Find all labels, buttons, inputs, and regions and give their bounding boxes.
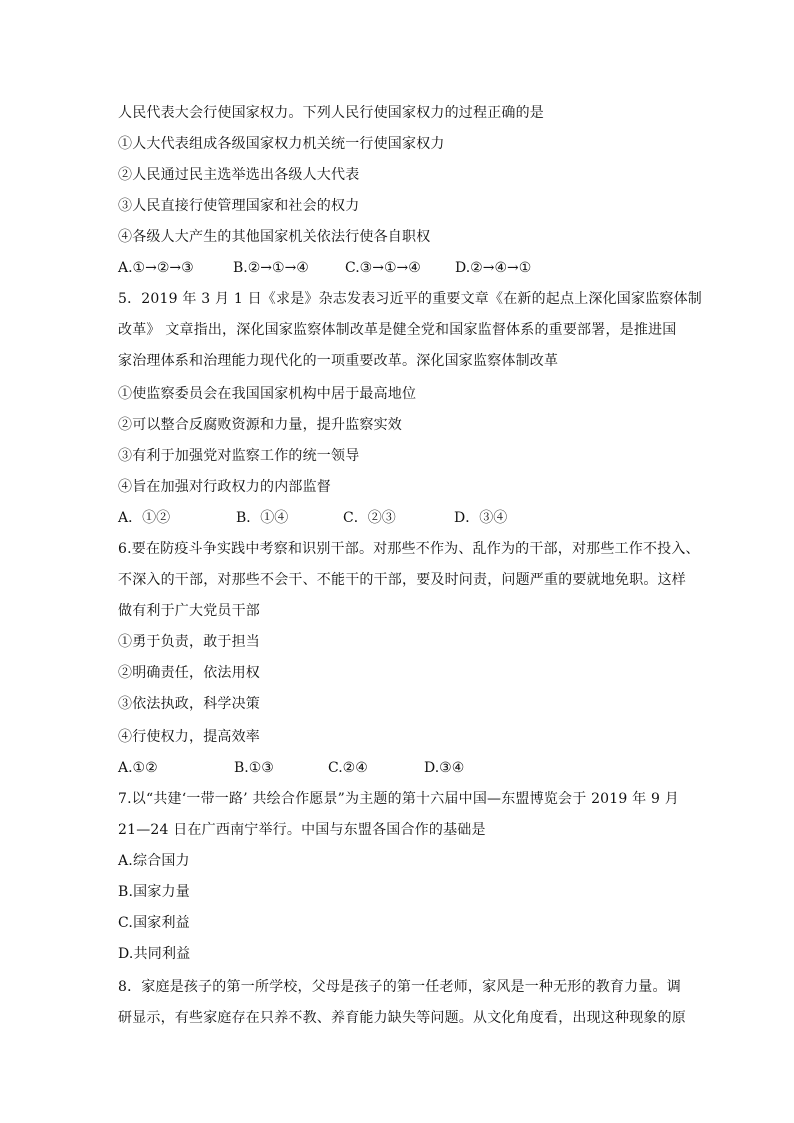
q4-stem: 人民代表大会行使国家权力。下列人民行使国家权力的过程正确的是 [118,105,544,121]
q6-item-4: ④行使权力，提高效率 [118,729,260,745]
q6-option-c: C.②④ [328,760,368,776]
q5-item-3: ③有利于加强党对监察工作的统一领导 [118,448,360,464]
q6-stem-line-2: 不深入的干部，对那些不会干、不能干的干部，要及时问责，问题严重的要就地免职。这样 [118,572,686,588]
q6-stem-line-1: 6.要在防疫斗争实践中考察和识别干部。对那些不作为、乱作为的干部，对那些工作不投入、 [118,541,700,557]
q7-option-a: A.综合国力 [118,853,190,869]
q4-item-2: ②人民通过民主选举选出各级人大代表 [118,167,360,183]
q6-stem-line-3: 做有利于广大党员干部 [118,603,260,619]
q7-option-c: C.国家利益 [118,915,190,931]
q7-stem-line-2: 21—24 日在广西南宁举行。中国与东盟各国合作的基础是 [118,822,486,838]
q5-stem-line-1: 5．2019 年 3 月 1 日《求是》杂志发表习近平的重要文章《在新的起点上深化国家监察体制 [118,291,702,307]
q5-stem-line-2: 改革》 文章指出，深化国家监察体制改革是健全党和国家监督体系的重要部署，是推进国 [118,322,677,338]
q6-item-2: ②明确责任，依法用权 [118,665,260,681]
q4-item-1: ①人大代表组成各级国家权力机关统一行使国家权力 [118,136,445,152]
q4-option-b: B.②→①→④ [233,260,309,276]
q5-option-b: B．①④ [236,510,289,526]
q5-option-d: D．③④ [454,510,508,526]
q5-option-c: C．②③ [343,510,396,526]
q6-option-d: D.③④ [424,760,465,776]
q6-item-1: ①勇于负责，敢于担当 [118,634,260,650]
q8-stem-line-2: 研显示，有些家庭存在只养不教、养育能力缺失等问题。从文化角度看，出现这种现象的原 [118,1010,686,1026]
q4-option-d: D.②→④→① [455,260,532,276]
q6-item-3: ③依法执政，科学决策 [118,696,260,712]
q4-option-c: C.③→①→④ [345,260,421,276]
q5-item-1: ①使监察委员会在我国国家机构中居于最高地位 [118,386,417,402]
q4-item-3: ③人民直接行使管理国家和社会的权力 [118,198,360,214]
q5-stem-line-3: 家治理体系和治理能力现代化的一项重要改革。深化国家监察体制改革 [118,353,559,369]
q6-option-b: B.①③ [234,760,274,776]
q7-stem-line-1: 7.以“共建‘一带一路’ 共绘合作愿景”为主题的第十六届中国—东盟博览会于 2019 年 9 月 [118,791,679,807]
q4-item-4: ④各级人大产生的其他国家机关依法行使各自职权 [118,229,431,245]
q5-option-a: A．①② [118,510,171,526]
q5-item-4: ④旨在加强对行政权力的内部监督 [118,479,331,495]
q6-option-a: A.①② [118,760,158,776]
q4-option-a: A.①→②→③ [118,260,194,276]
q8-stem-line-1: 8．家庭是孩子的第一所学校，父母是孩子的第一任老师，家风是一种无形的教育力量。调 [118,979,681,995]
q7-option-b: B.国家力量 [118,884,190,900]
q5-item-2: ②可以整合反腐败资源和力量，提升监察实效 [118,417,402,433]
q7-option-d: D.共同利益 [118,946,191,962]
